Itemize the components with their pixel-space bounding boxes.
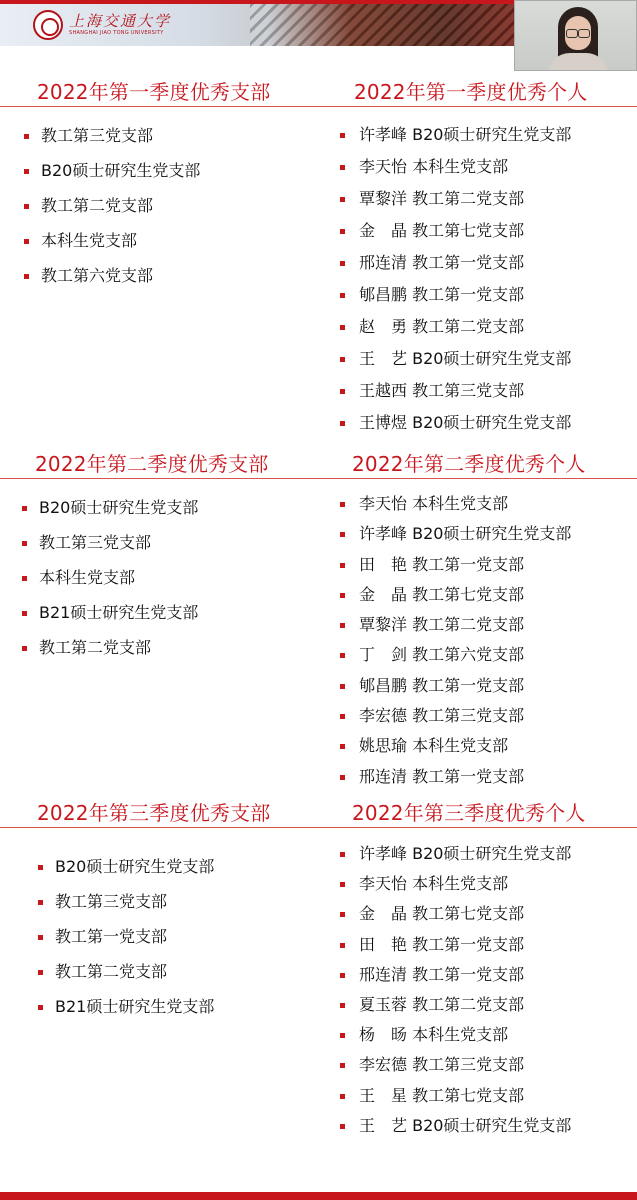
logo-chinese-name: 上海交通大学: [69, 12, 172, 30]
q1-person-title: 2022年第一季度优秀个人: [354, 80, 588, 104]
list-item: B20硕士研究生党支部: [38, 858, 214, 893]
university-seal-icon: [33, 10, 63, 40]
participant-video-tile[interactable]: [514, 0, 637, 71]
list-item: 王 星 教工第七党支部: [340, 1087, 571, 1117]
participant-body: [548, 53, 608, 71]
list-item: 丁 剑 教工第六党支部: [340, 646, 571, 676]
list-item: B21硕士研究生党支部: [22, 604, 198, 639]
q1-divider: [0, 106, 637, 107]
list-item: 李宏德 教工第三党支部: [340, 1056, 571, 1086]
list-item: 郇昌鹏 教工第一党支部: [340, 286, 571, 318]
list-item: 李天怡 本科生党支部: [340, 495, 571, 525]
bottom-accent-bar: [0, 1192, 637, 1200]
list-item: 教工第一党支部: [38, 928, 214, 963]
list-item: 王博煜 B20硕士研究生党支部: [340, 414, 571, 446]
list-item: B20硕士研究生党支部: [24, 162, 200, 197]
list-item: 覃黎洋 教工第二党支部: [340, 616, 571, 646]
university-logo: [33, 8, 171, 42]
list-item: 许孝峰 B20硕士研究生党支部: [340, 525, 571, 555]
list-item: 覃黎洋 教工第二党支部: [340, 190, 571, 222]
list-item: B20硕士研究生党支部: [22, 499, 198, 534]
q3-divider: [0, 827, 637, 828]
list-item: 教工第三党支部: [24, 127, 200, 162]
list-item: 本科生党支部: [22, 569, 198, 604]
list-item: 夏玉蓉 教工第二党支部: [340, 996, 571, 1026]
list-item: 杨 旸 本科生党支部: [340, 1026, 571, 1056]
list-item: 田 艳 教工第一党支部: [340, 936, 571, 966]
list-item: 王 艺 B20硕士研究生党支部: [340, 1117, 571, 1147]
list-item: 李天怡 本科生党支部: [340, 875, 571, 905]
list-item: 教工第二党支部: [38, 963, 214, 998]
q1-branch-list: [24, 127, 200, 302]
list-item: 姚思瑜 本科生党支部: [340, 737, 571, 767]
list-item: 赵 勇 教工第二党支部: [340, 318, 571, 350]
logo-english-name: SHANGHAI JIAO TONG UNIVERSITY: [69, 30, 164, 36]
q3-person-list: [340, 845, 571, 1147]
list-item: 教工第二党支部: [22, 639, 198, 674]
list-item: 金 晶 教工第七党支部: [340, 222, 571, 254]
q2-branch-list: [22, 499, 198, 674]
logo-text: [69, 13, 171, 37]
q3-branch-title: 2022年第三季度优秀支部: [37, 801, 271, 825]
list-item: 教工第二党支部: [24, 197, 200, 232]
q2-person-title: 2022年第二季度优秀个人: [352, 452, 586, 476]
q2-divider: [0, 478, 637, 479]
list-item: 王越西 教工第三党支部: [340, 382, 571, 414]
list-item: 王 艺 B20硕士研究生党支部: [340, 350, 571, 382]
list-item: 许孝峰 B20硕士研究生党支部: [340, 845, 571, 875]
list-item: 田 艳 教工第一党支部: [340, 556, 571, 586]
participant-glasses-icon: [565, 29, 591, 37]
list-item: 金 晶 教工第七党支部: [340, 586, 571, 616]
list-item: 本科生党支部: [24, 232, 200, 267]
list-item: 金 晶 教工第七党支部: [340, 905, 571, 935]
list-item: B21硕士研究生党支部: [38, 998, 214, 1033]
list-item: 教工第六党支部: [24, 267, 200, 302]
q2-person-list: [340, 495, 571, 798]
list-item: 教工第三党支部: [22, 534, 198, 569]
q1-branch-title: 2022年第一季度优秀支部: [37, 80, 271, 104]
list-item: 邢连清 教工第一党支部: [340, 254, 571, 286]
list-item: 李天怡 本科生党支部: [340, 158, 571, 190]
q3-person-title: 2022年第三季度优秀个人: [352, 801, 586, 825]
q3-branch-list: [38, 858, 214, 1033]
list-item: 李宏德 教工第三党支部: [340, 707, 571, 737]
list-item: 许孝峰 B20硕士研究生党支部: [340, 126, 571, 158]
q1-person-list: [340, 126, 571, 446]
q2-branch-title: 2022年第二季度优秀支部: [35, 452, 269, 476]
list-item: 邢连清 教工第一党支部: [340, 966, 571, 996]
list-item: 教工第三党支部: [38, 893, 214, 928]
header-roof-pattern: [250, 4, 515, 46]
list-item: 邢连清 教工第一党支部: [340, 768, 571, 798]
list-item: 郇昌鹏 教工第一党支部: [340, 677, 571, 707]
